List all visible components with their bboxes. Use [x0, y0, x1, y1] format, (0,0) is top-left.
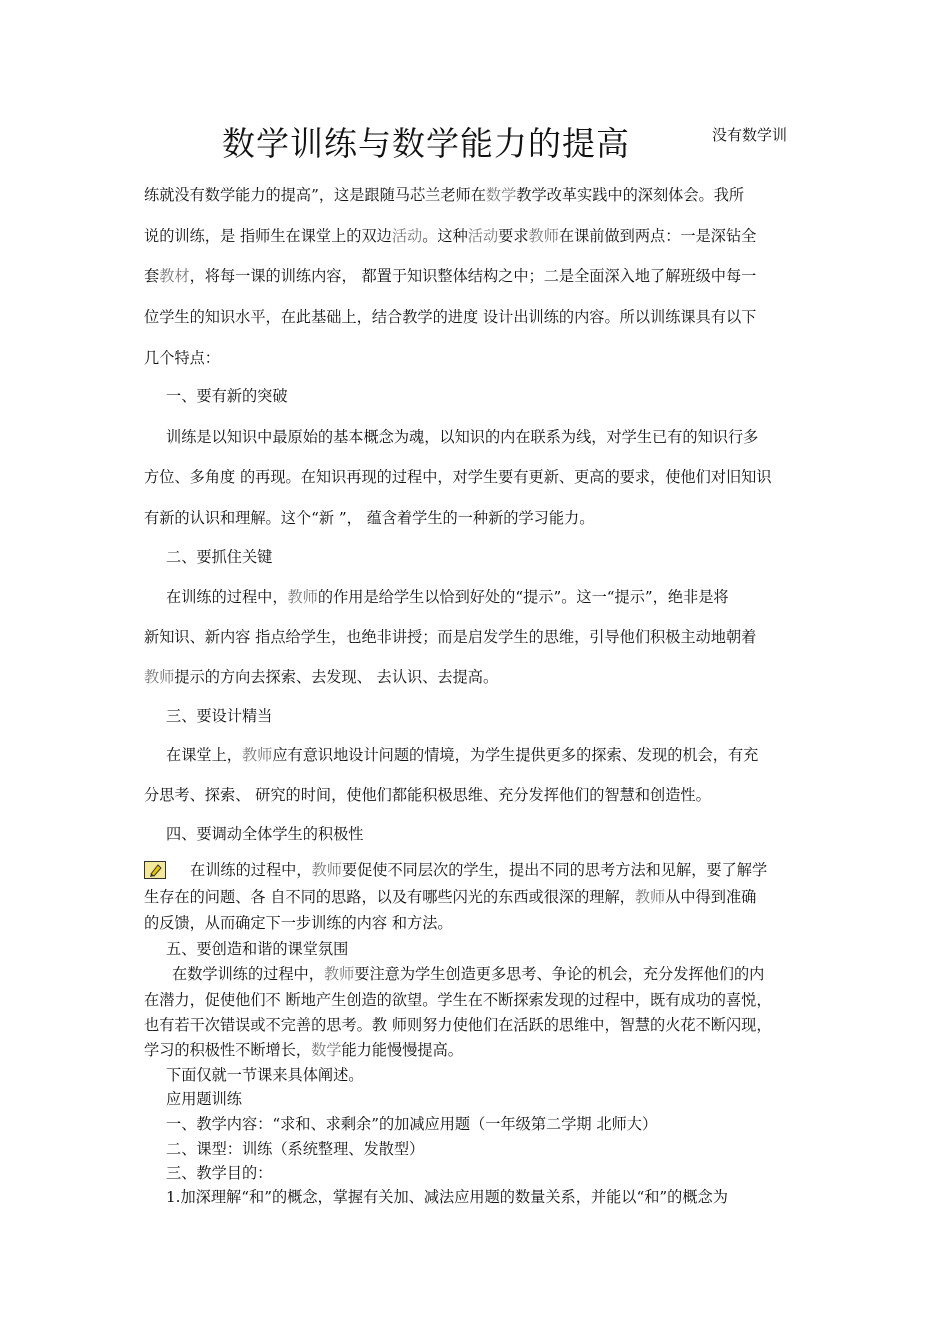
text-run: 的作用是给学生以恰到好处的“提示”。这一“提示”，绝非是将	[317, 588, 729, 606]
keyword-link[interactable]: 教师	[311, 861, 342, 879]
section-heading: 三、要设计精当	[166, 707, 273, 725]
text-run: 要注意为学生创造更多思考、争论的机会，充分发挥他们的内	[354, 965, 765, 983]
paragraph-line: 在潜力，促使他们不 断地产生创造的欲望。学生在不断探索发现的过程中，既有成功的喜悦，	[144, 991, 772, 1009]
paragraph-line	[190, 863, 767, 878]
text-run: 在训练的过程中，	[190, 861, 312, 879]
paragraph-line	[172, 967, 764, 982]
keyword-link[interactable]: 教材	[159, 267, 190, 285]
keyword-link[interactable]: 活动	[467, 227, 499, 245]
paragraph-line	[166, 748, 758, 763]
keyword-link[interactable]: 数学	[485, 186, 517, 204]
text-run: 要促使不同层次的学生，提出不同的思考方法和见解，要了解学	[341, 861, 768, 879]
paragraph-line: 新知识、新内容 指点给学生，也绝非讲授；而是启发学生的思维，引导他们积极主动地朝着	[144, 628, 757, 646]
list-item: 1.加深理解“和”的概念，掌握有关加、减法应用题的数量关系，并能以“和”的概念为	[166, 1188, 728, 1206]
keyword-link[interactable]: 活动	[391, 227, 423, 245]
paragraph-line: 下面仅就一节课来具体阐述。	[166, 1066, 364, 1084]
text-run: 提示的方向去探索、去发现、 去认识、去提高。	[174, 668, 499, 686]
text-run: 学习的积极性不断增长，	[144, 1041, 312, 1059]
page-title: 数学训练与数学能力的提高	[222, 124, 630, 163]
keyword-link[interactable]: 教师	[323, 965, 355, 983]
text-run: 在数学训练的过程中，	[172, 965, 324, 983]
section-heading: 一、要有新的突破	[166, 387, 288, 405]
paragraph-line	[144, 670, 498, 685]
text-run: ，将每一课的训练内容， 都置于知识整体结构之中；二是全面深入地了解班级中每一	[189, 267, 757, 285]
section-heading: 应用题训练	[166, 1090, 242, 1108]
keyword-link[interactable]: 教师	[528, 227, 559, 245]
paragraph-line: 方位、多角度 的再现。在知识再现的过程中，对学生要有更新、更高的要求，使他们对旧知识	[144, 468, 772, 486]
paragraph-line: 几个特点：	[144, 349, 220, 367]
text-run: 应有意识地设计问题的情境，为学生提供更多的探索、发现的机会，有充	[272, 746, 759, 764]
text-run: 要求	[498, 227, 529, 245]
paragraph-line	[144, 188, 744, 203]
text-run: 教学改革实践中的深刻体会。我所	[516, 186, 745, 204]
section-heading: 五、要创造和谐的课堂氛围	[166, 940, 349, 958]
list-item: 二、课型：训练（系统整理、发散型）	[166, 1140, 425, 1158]
paragraph-line	[144, 269, 756, 284]
text-run: 在课堂上，	[166, 746, 242, 764]
paragraph-line: 位学生的知识水平，在此基础上，结合教学的进度 设计出训练的内容。所以训练课具有以下	[144, 308, 757, 326]
paragraph-line	[144, 1043, 463, 1058]
pencil-icon[interactable]	[144, 861, 166, 879]
keyword-link[interactable]: 教师	[241, 746, 273, 764]
list-item: 三、教学目的：	[166, 1164, 273, 1182]
keyword-link[interactable]: 教师	[287, 588, 318, 606]
text-run: 从中得到准确	[665, 888, 757, 906]
text-run: 能力能慢慢提高。	[341, 1041, 463, 1059]
section-heading: 四、要调动全体学生的积极性	[166, 825, 364, 843]
text-run: 。这种	[422, 227, 468, 245]
text-run: 生存在的问题、各 自不同的思路，以及有哪些闪光的东西或很深的理解，	[144, 888, 635, 906]
text-run: 在课前做到两点：一是深钻全	[558, 227, 757, 245]
keyword-link[interactable]: 教师	[144, 668, 175, 686]
paragraph-line: 也有若干次错误或不完善的思考。教 师则努力使他们在活跃的思维中，智慧的火花不断闪现，	[144, 1016, 772, 1034]
list-item: 一、教学内容：“求和、求剩余”的加减应用题（一年级第二学期 北师大）	[166, 1115, 658, 1133]
paragraph-line: 训练是以知识中最原始的基本概念为魂，以知识的内在联系为线，对学生已有的知识行多	[166, 428, 759, 446]
paragraph-line	[144, 229, 756, 244]
paragraph-line: 有新的认识和理解。这个“新 ”， 蕴含着学生的一种新的学习能力。	[144, 509, 595, 527]
paragraph-line: 分思考、探索、 研究的时间，使他们都能积极思维、充分发挥他们的智慧和创造性。	[144, 786, 711, 804]
text-run: 在训练的过程中，	[166, 588, 288, 606]
text-run: 说的训练，是 指师生在课堂上的双边	[144, 227, 392, 245]
paragraph-line	[144, 890, 756, 905]
keyword-link[interactable]: 教师	[634, 888, 666, 906]
text-run: 练就没有数学能力的提高”，这是跟随马芯兰老师在	[144, 186, 486, 204]
section-heading: 二、要抓住关键	[166, 548, 273, 566]
paragraph-line: 的反馈，从而确定下一步训练的内容 和方法。	[144, 914, 453, 932]
text-run: 套	[144, 267, 160, 285]
keyword-link[interactable]: 数学	[311, 1041, 342, 1059]
title-side-note: 没有数学训	[712, 126, 788, 144]
paragraph-line	[166, 590, 729, 605]
